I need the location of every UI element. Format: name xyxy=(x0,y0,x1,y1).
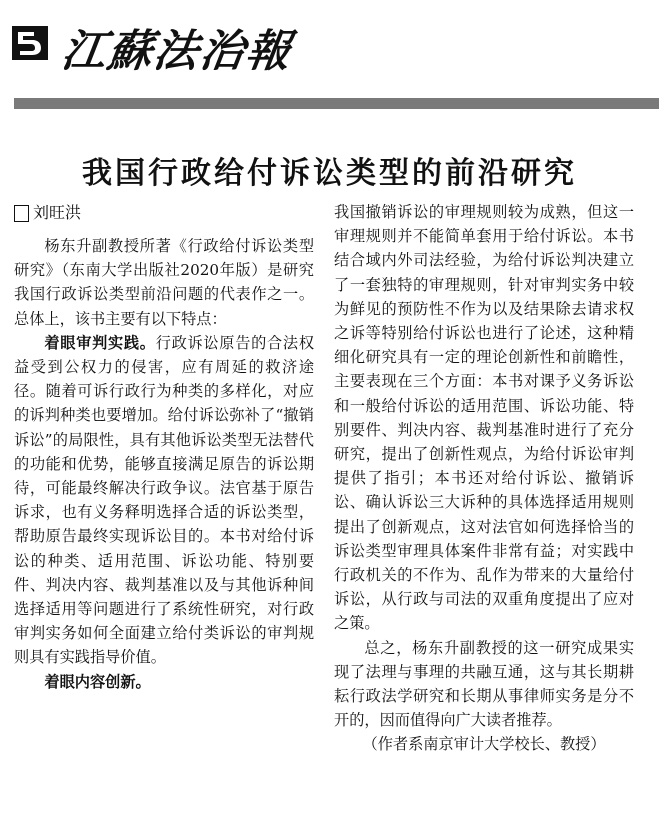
paragraph-innovation-body: 我国撤销诉讼的审理规则较为成熟，但这一审理规则并不能简单套用于给付诉讼。本书结合域内外司法经验，为给付诉讼判决建立了一套独特的审理规则，针对审判实务中较为鲜见的预防性不作为以及结果除去请求权之诉等特别给付诉讼也进行了论述，这种精细化研究具有一定的理论创新性和前瞻性，主要表现在三个方面：本书对课予义务诉讼和一般给付诉讼的适用范围、诉讼功能、特别要件、判决内容、裁判基准时进行了充分研究，提出了创新性观点，为给付诉讼审判提供了指引；本书还对给付诉讼、撤销诉讼、确认诉讼三大诉种的具体选择适用规则提出了创新观点，这对法官如何选择恰当的诉讼类型审理具体案件非常有益；对实践中行政机关的不作为、乱作为带来的大量给付诉讼，从行政与司法的双重角度提出了应对之策。 xyxy=(334,203,634,633)
paragraph-practice-body: 行政诉讼原告的合法权益受到公权力的侵害，应有周延的救济途径。随着可诉行政行为种类的多样化，对应的诉判种类也要增加。给付诉讼弥补了“撤销诉讼”的局限性，具有其他诉讼类型无法替代的功能和优势，能够直接满足原告的诉讼期待，可能最终解决行政争议。法官基于原告诉求，也有义务释明选择合适的诉讼类型，帮助原告最终实现诉讼目的。本书对给付诉讼的种类、适用范围、诉讼功能、特别要件、判决内容、裁判基准以及与其他诉种间选择适用等问题进行了系统性研究，对行政审判实务如何全面建立给付类诉讼的审判规则具有实践指导价值。 xyxy=(14,333,315,667)
paragraph-intro: 杨东升副教授所著《行政给付诉讼类型研究》（东南大学出版社2020年版）是研究我国行政诉讼类型前沿问题的代表作之一。总体上，该书主要有以下特点： xyxy=(14,237,314,328)
newspaper-logo-icon xyxy=(12,26,48,60)
article-column-left xyxy=(14,200,314,694)
byline xyxy=(14,200,314,226)
article-column-right xyxy=(334,200,634,757)
square-box-icon xyxy=(14,205,29,222)
section-heading-innovation: 着眼内容创新。 xyxy=(44,672,151,691)
paragraph-conclusion: 总之，杨东升副教授的这一研究成果实现了法理与事理的共融互通，这与其长期耕耘行政法学研究和长期从事律师实务是分不开的，因而值得向广大读者推荐。 xyxy=(334,638,634,730)
section-heading-practice: 着眼审判实践。 xyxy=(44,333,156,352)
paper-name: 江蘇法治報 xyxy=(58,26,296,77)
paragraph-innovation-start xyxy=(14,670,314,694)
paragraph-practice xyxy=(14,331,314,670)
header-divider-bar xyxy=(14,98,659,109)
author-signature: （作者系南京审计大学校长、教授） xyxy=(362,735,606,754)
author-name: 刘旺洪 xyxy=(33,203,82,222)
article-headline: 我国行政给付诉讼类型的前沿研究 xyxy=(82,156,577,192)
masthead xyxy=(12,14,652,94)
